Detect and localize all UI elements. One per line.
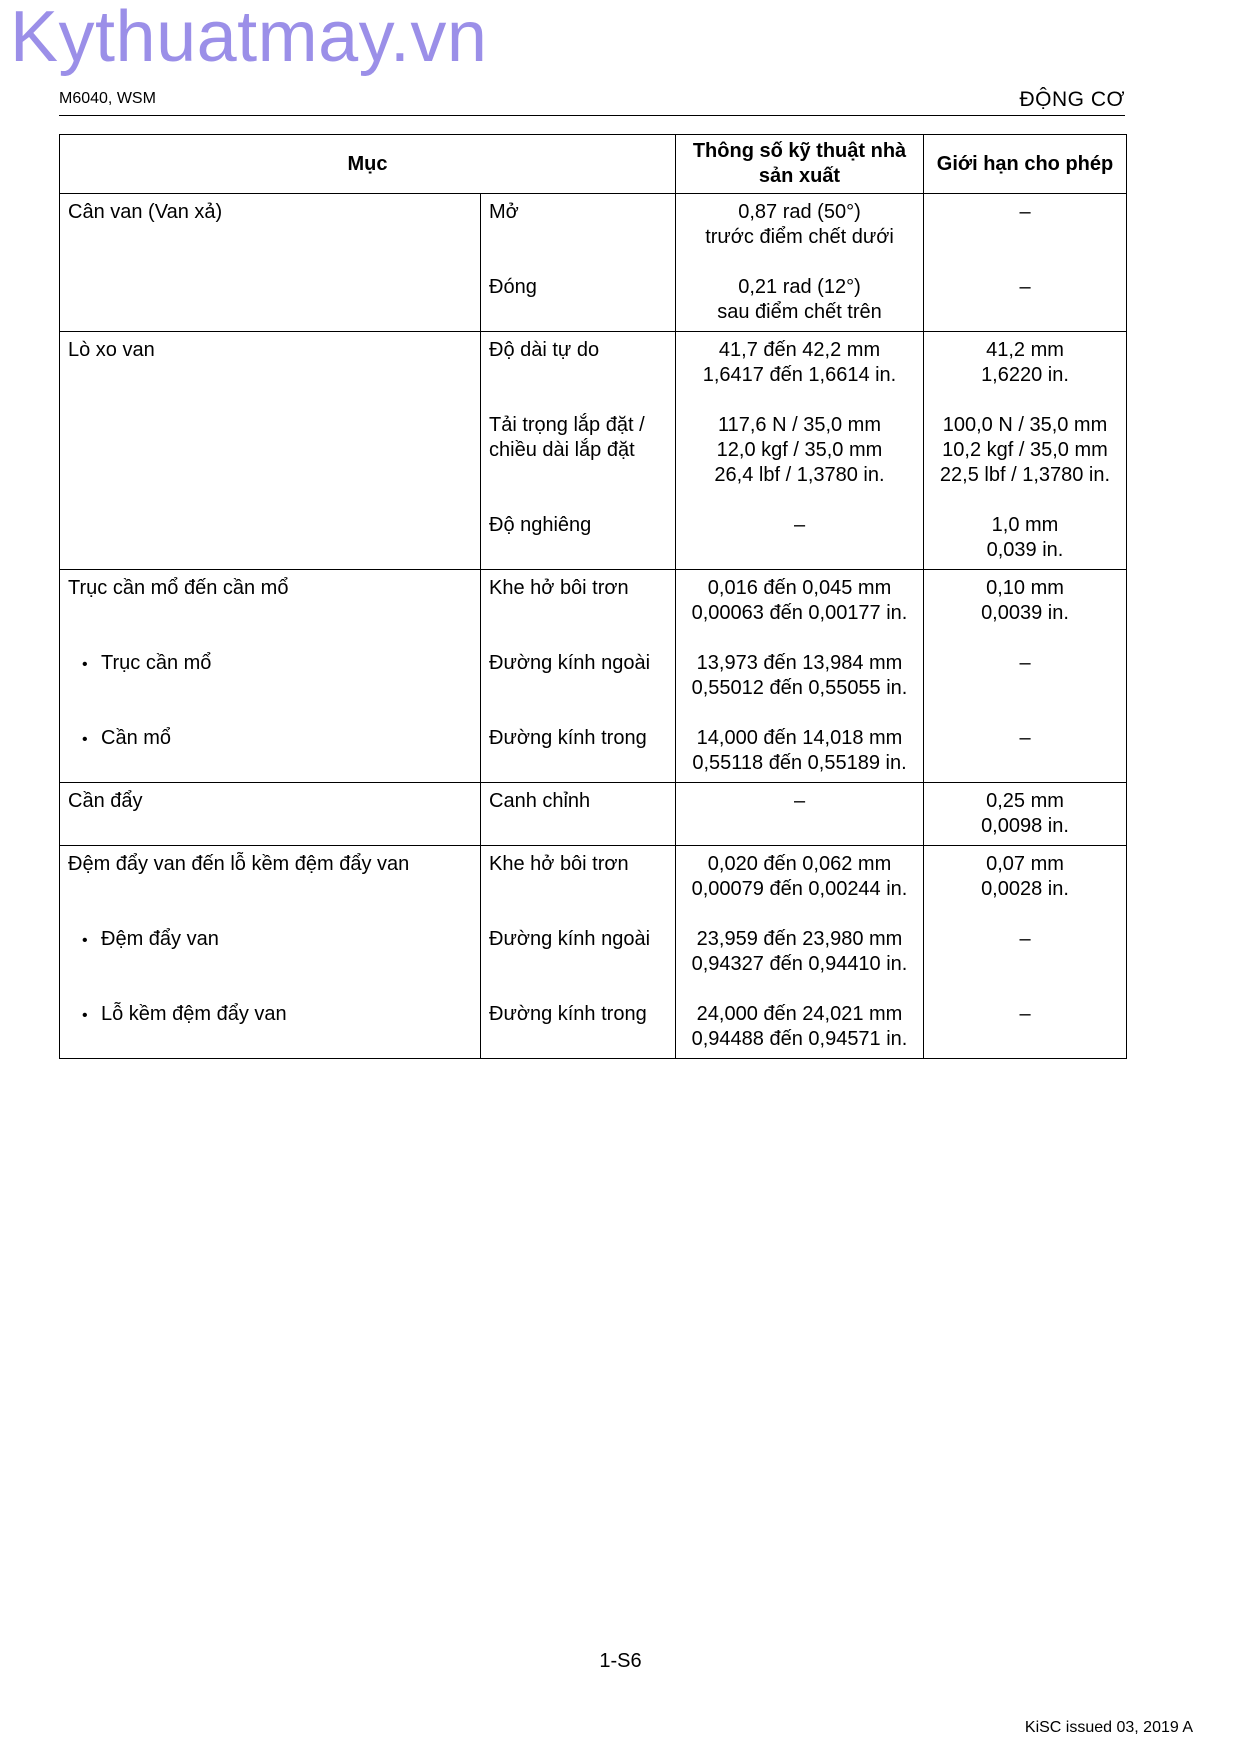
limit-line: 0,0028 in.: [981, 878, 1069, 900]
limit-line: 0,0098 in.: [981, 815, 1069, 837]
spec-line: 26,4 lbf / 1,3780 in.: [714, 464, 885, 486]
spec-line: 13,973 đến 13,984 mm: [696, 652, 903, 674]
spec-line: 0,55012 đến 0,55055 in.: [691, 677, 908, 699]
sub-line: Canh chỉnh: [489, 790, 591, 812]
col-header-item: Mục: [60, 135, 676, 194]
table-row: [60, 194, 1127, 332]
limit-line: 41,2 mm: [986, 339, 1064, 361]
sub-line: Khe hở bôi trơn: [489, 577, 629, 599]
limit-line: 0,0039 in.: [981, 602, 1069, 624]
doc-code: M6040, WSM: [59, 90, 156, 107]
sub-line: Khe hở bôi trơn: [489, 853, 629, 875]
watermark-logo: Kythuatmay.vn: [10, 0, 488, 77]
sub-cell: [481, 194, 676, 332]
sub-line: chiều dài lắp đặt: [489, 439, 635, 461]
limit-cell: [924, 570, 1127, 783]
limit-line: 0,039 in.: [986, 539, 1064, 561]
sub-line: Độ nghiêng: [489, 514, 592, 536]
sub-line: Độ dài tự do: [489, 339, 600, 361]
limit-cell: [924, 194, 1127, 332]
sub-line: Đường kính trong: [489, 727, 647, 749]
spec-line: 0,21 rad (12°): [738, 276, 861, 298]
table-row: [60, 332, 1127, 570]
spec-line: 0,55118 đến 0,55189 in.: [692, 752, 907, 774]
header-rule: [59, 115, 1125, 116]
spec-line: sau điểm chết trên: [717, 301, 882, 323]
sub-line: Đường kính trong: [489, 1003, 647, 1025]
spec-line: 23,959 đến 23,980 mm: [696, 928, 903, 950]
issue-note: KiSC issued 03, 2019 A: [1024, 1719, 1193, 1736]
limit-line: 22,5 lbf / 1,3780 in.: [939, 464, 1111, 486]
table-row: [60, 846, 1127, 1059]
item-cell: [60, 194, 481, 332]
sub-cell: [481, 570, 676, 783]
spec-line: 0,00063 đến 0,00177 in.: [691, 602, 908, 624]
spec-line: 0,94327 đến 0,94410 in.: [691, 953, 908, 975]
limit-line: –: [1019, 928, 1031, 950]
table-row: [60, 570, 1127, 783]
limit-cell: [924, 332, 1127, 570]
table-row: [60, 783, 1127, 846]
item-label: Cần đẩy: [68, 790, 143, 812]
item-sublabel: • Đệm đẩy van: [68, 927, 472, 953]
table-header-row: [60, 135, 1127, 194]
item-label: Đệm đẩy van đến lỗ kềm đệm đẩy van: [68, 853, 410, 875]
spec-cell: [676, 332, 924, 570]
spec-line: 117,6 N / 35,0 mm: [717, 414, 882, 436]
col-header-limit: Giới hạn cho phép: [924, 135, 1127, 194]
item-cell: [60, 846, 481, 1059]
limit-line: –: [1019, 1003, 1031, 1025]
item-cell: [60, 783, 481, 846]
spec-table: [59, 134, 1127, 1059]
item-cell: [60, 332, 481, 570]
spec-line: 1,6417 đến 1,6614 in.: [702, 364, 897, 386]
limit-line: 0,10 mm: [986, 577, 1064, 599]
spec-line: 24,000 đến 24,021 mm: [696, 1003, 903, 1025]
limit-line: –: [1019, 276, 1031, 298]
limit-line: –: [1019, 201, 1031, 223]
spec-line: 0,016 đến 0,045 mm: [707, 577, 892, 599]
sub-cell: [481, 846, 676, 1059]
sub-line: Đường kính ngoài: [489, 652, 651, 674]
spec-cell: [676, 783, 924, 846]
section-title: ĐỘNG CƠ: [1019, 88, 1125, 111]
limit-cell: [924, 783, 1127, 846]
item-label: Cân van (Van xả): [68, 201, 223, 223]
item-cell: [60, 570, 481, 783]
item-sublabel: • Lỗ kềm đệm đẩy van: [68, 1002, 472, 1028]
limit-line: 0,25 mm: [986, 790, 1064, 812]
limit-line: 0,07 mm: [986, 853, 1064, 875]
spec-line: trước điểm chết dưới: [705, 226, 894, 248]
spec-cell: [676, 570, 924, 783]
limit-line: 1,0 mm: [991, 514, 1059, 536]
limit-line: 100,0 N / 35,0 mm: [942, 414, 1108, 436]
spec-line: 0,00079 đến 0,00244 in.: [691, 878, 908, 900]
limit-cell: [924, 846, 1127, 1059]
item-sublabel: • Cần mổ: [68, 726, 472, 752]
limit-line: 1,6220 in.: [981, 364, 1069, 386]
spec-cell: [676, 846, 924, 1059]
spec-line: 0,94488 đến 0,94571 in.: [691, 1028, 908, 1050]
sub-line: Đường kính ngoài: [489, 928, 651, 950]
limit-line: 10,2 kgf / 35,0 mm: [942, 439, 1108, 461]
page-number: 1-S6: [599, 1650, 642, 1672]
item-label: Lò xo van: [68, 339, 155, 361]
spec-line: 0,87 rad (50°): [738, 201, 861, 223]
sub-cell: [481, 332, 676, 570]
col-header-spec: Thông số kỹ thuật nhà sản xuất: [676, 135, 924, 194]
limit-line: –: [1019, 727, 1031, 749]
spec-line: –: [793, 790, 806, 812]
sub-line: Mở: [489, 201, 519, 223]
spec-line: 14,000 đến 14,018 mm: [696, 727, 903, 749]
item-label: Trục cần mổ đến cần mổ: [68, 577, 289, 599]
limit-line: –: [1019, 652, 1031, 674]
spec-line: –: [793, 514, 806, 536]
item-sublabel: • Trục cần mổ: [68, 651, 472, 677]
spec-line: 12,0 kgf / 35,0 mm: [716, 439, 883, 461]
spec-line: 41,7 đến 42,2 mm: [718, 339, 881, 361]
sub-line: Tải trọng lắp đặt /: [489, 414, 645, 436]
sub-line: Đóng: [489, 276, 537, 298]
sub-cell: [481, 783, 676, 846]
spec-cell: [676, 194, 924, 332]
spec-line: 0,020 đến 0,062 mm: [707, 853, 892, 875]
